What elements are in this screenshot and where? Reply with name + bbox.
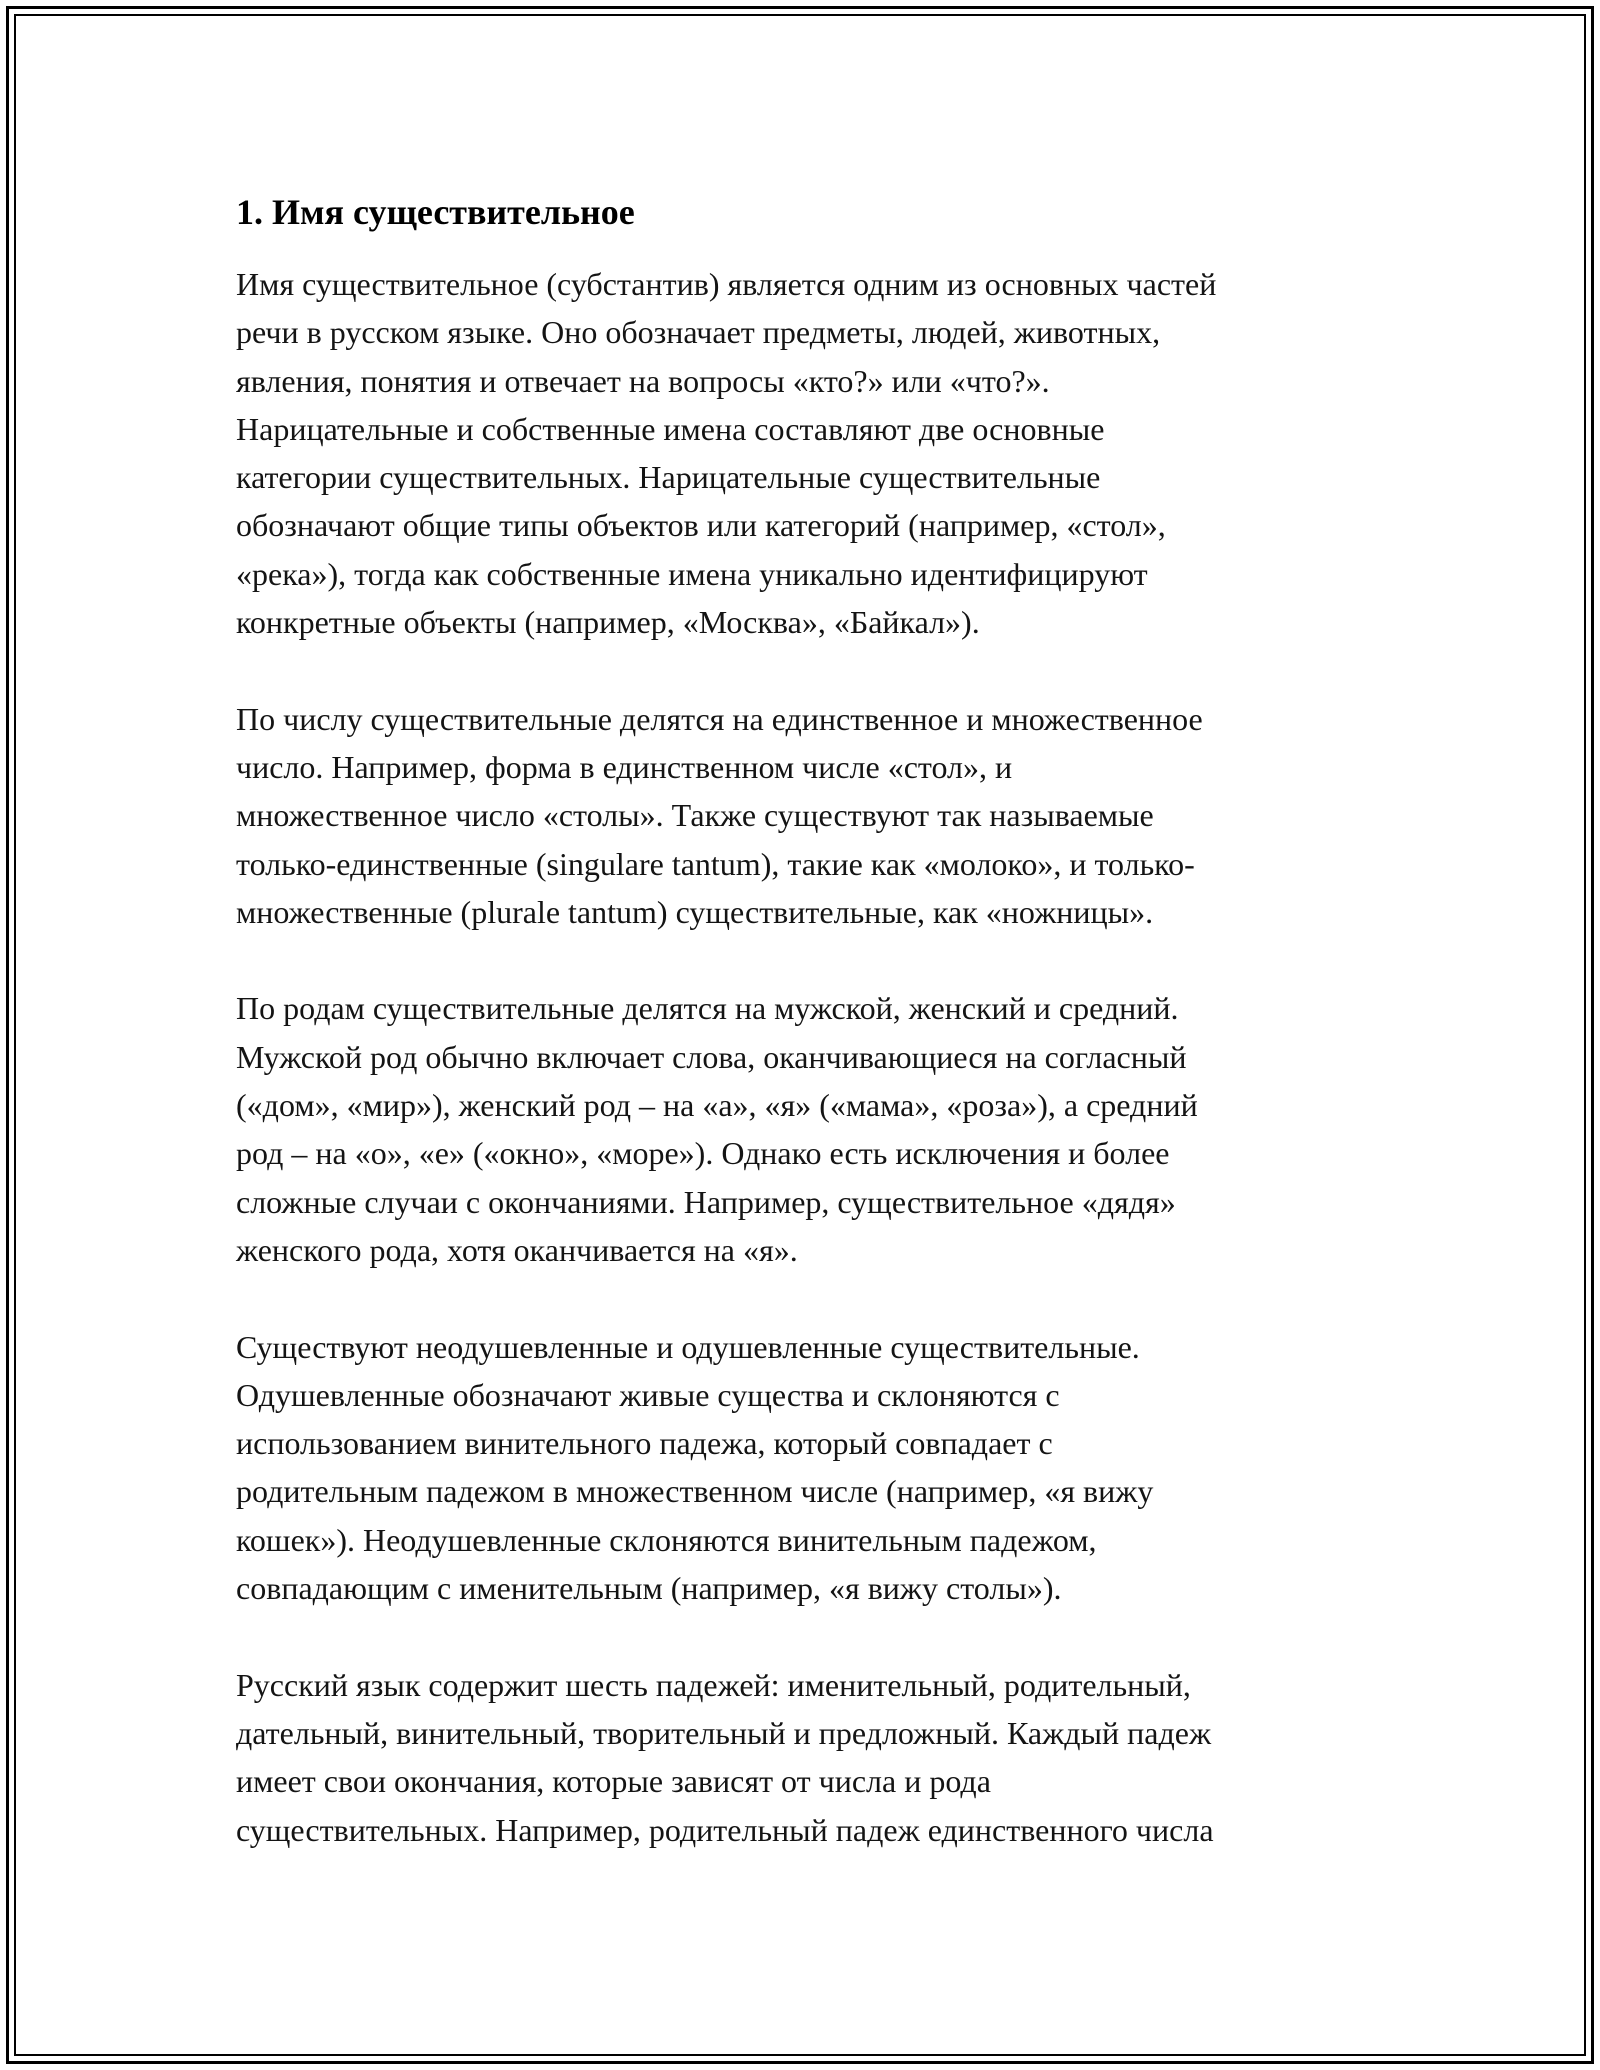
text-line: существительных. Например, родительный падеж единственного числа [236, 1811, 1214, 1848]
text-line: использованием винительного падежа, который совпадает с [236, 1425, 1053, 1462]
text-line: имеет свои окончания, которые зависят от числа и рода [236, 1763, 991, 1800]
document-body [236, 188, 1376, 1902]
text-line: родительным падежом в множественном числе (например, «я вижу [236, 1473, 1154, 1510]
text-line: обозначают общие типы объектов или категорий (например, «стол», [236, 507, 1166, 544]
text-line: только-единственные (singulare tantum), такие как «молоко», и только- [236, 845, 1195, 882]
text-line: совпадающим с именительным (например, «я вижу столы»). [236, 1570, 1062, 1607]
paragraphs-container [236, 260, 1376, 1854]
text-line: женского рода, хотя оканчивается на «я». [236, 1231, 798, 1268]
text-line: множественное число «столы». Также существуют так называемые [236, 797, 1154, 834]
text-line: число. Например, форма в единственном числе «стол», и [236, 748, 1013, 785]
paragraph [236, 695, 1376, 936]
paragraph [236, 1323, 1376, 1613]
text-line: категории существительных. Нарицательные существительные [236, 459, 1101, 496]
paragraph [236, 984, 1376, 1274]
paragraph [236, 1661, 1376, 1854]
text-line: «река»), тогда как собственные имена уникально идентифицируют [236, 555, 1148, 592]
text-line: сложные случаи с окончаниями. Например, существительное «дядя» [236, 1183, 1176, 1220]
text-line: Одушевленные обозначают живые существа и склоняются с [236, 1376, 1060, 1413]
text-line: («дом», «мир»), женский род – на «а», «я» («мама», «роза»), а средний [236, 1087, 1198, 1124]
text-line: род – на «о», «е» («окно», «море»). Однако есть исключения и более [236, 1135, 1170, 1172]
text-line: Русский язык содержит шесть падежей: именительный, родительный, [236, 1666, 1191, 1703]
text-line: Нарицательные и собственные имена составляют две основные [236, 410, 1105, 447]
text-line: множественные (plurale tantum) существительные, как «ножницы». [236, 893, 1154, 930]
text-line: По числу существительные делятся на единственное и множественное [236, 700, 1203, 737]
text-line: кошек»). Неодушевленные склоняются винительным падежом, [236, 1521, 1097, 1558]
section-heading: 1. Имя существительное [236, 192, 635, 232]
text-line: дательный, винительный, творительный и предложный. Каждый падеж [236, 1714, 1212, 1751]
text-line: Мужской род обычно включает слова, оканчивающиеся на согласный [236, 1038, 1187, 1075]
text-line: По родам существительные делятся на мужской, женский и средний. [236, 990, 1179, 1027]
text-line: конкретные объекты (например, «Москва», «Байкал»). [236, 604, 980, 641]
paragraph [236, 260, 1376, 646]
text-line: Существуют неодушевленные и одушевленные существительные. [236, 1328, 1140, 1365]
text-line: Имя существительное (субстантив) является одним из основных частей [236, 266, 1217, 302]
text-line: речи в русском языке. Оно обозначает предметы, людей, животных, [236, 314, 1161, 351]
text-line: явления, понятия и отвечает на вопросы «кто?» или «что?». [236, 362, 1050, 399]
